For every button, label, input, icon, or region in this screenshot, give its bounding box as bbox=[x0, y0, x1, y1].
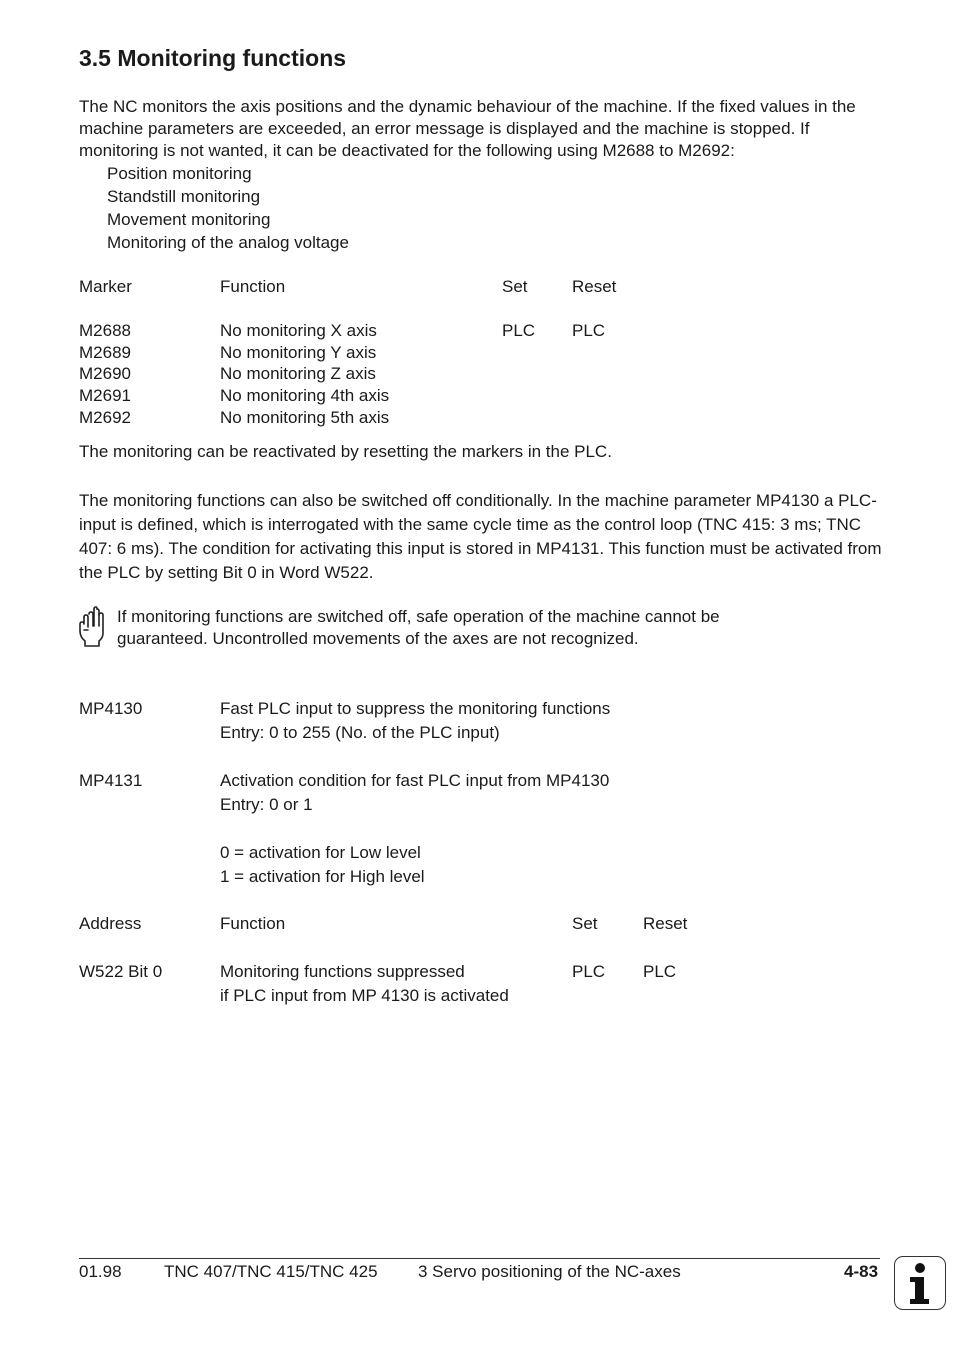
address-row-address: W522 Bit 0 bbox=[79, 962, 163, 981]
monitor-list-item: Position monitoring bbox=[107, 164, 252, 183]
footer-chapter: 3 Servo positioning of the NC-axes bbox=[418, 1262, 681, 1281]
marker-table-header-reset: Reset bbox=[572, 277, 617, 296]
monitor-list-item: Movement monitoring bbox=[107, 210, 271, 229]
footer-date: 01.98 bbox=[79, 1262, 122, 1281]
warning-line-2: guaranteed. Uncontrolled movements of the axes are not recognized. bbox=[117, 629, 639, 648]
marker-table-header-function: Function bbox=[220, 277, 286, 296]
table-row-marker: M2691 bbox=[79, 386, 131, 405]
address-row-set: PLC bbox=[572, 962, 606, 981]
footer-models: TNC 407/TNC 415/TNC 425 bbox=[164, 1262, 378, 1281]
marker-table-header-marker: Marker bbox=[79, 277, 132, 296]
footer-divider bbox=[79, 1258, 880, 1259]
table-row-function: No monitoring Z axis bbox=[220, 364, 376, 383]
mp4130-description: Fast PLC input to suppress the monitoring functions bbox=[220, 699, 611, 718]
monitor-list-item: Monitoring of the analog voltage bbox=[107, 233, 349, 252]
table-row-marker: M2689 bbox=[79, 343, 131, 362]
table-row-set: PLC bbox=[502, 321, 536, 340]
address-row-function: Monitoring functions suppressed bbox=[220, 962, 465, 981]
reactivate-note: The monitoring can be reactivated by resetting the markers in the PLC. bbox=[79, 442, 612, 461]
table-row-marker: M2692 bbox=[79, 408, 131, 427]
info-icon bbox=[894, 1256, 946, 1310]
address-table-header-set: Set bbox=[572, 914, 598, 933]
address-table-header-function: Function bbox=[220, 914, 286, 933]
page-title: 3.5 Monitoring functions bbox=[79, 45, 347, 71]
address-table-header-reset: Reset bbox=[643, 914, 688, 933]
marker-table-header-set: Set bbox=[502, 277, 528, 296]
table-row-marker: M2690 bbox=[79, 364, 131, 383]
table-row-function: No monitoring X axis bbox=[220, 321, 377, 340]
address-table-header-address: Address bbox=[79, 914, 142, 933]
address-row-function-cont: if PLC input from MP 4130 is activated bbox=[220, 986, 509, 1005]
table-row-function: No monitoring 5th axis bbox=[220, 408, 390, 427]
mp4131-name: MP4131 bbox=[79, 771, 143, 790]
mp4131-description: Activation condition for fast PLC input from MP4130 bbox=[220, 771, 610, 790]
conditional-paragraph: The monitoring functions can also be switched off conditionally. In the machine parameter MP4130 a PLC-input is defined, which is interrogated with the same cycle time as the control loop (TNC 415: 3 ms; TNC 407: 6 ms). The condition for activating this input is stored in MP4131. This function must be activated from the PLC by setting Bit 0 in Word W522. bbox=[79, 491, 882, 582]
monitor-list-item: Standstill monitoring bbox=[107, 187, 261, 206]
table-row-function: No monitoring Y axis bbox=[220, 343, 377, 362]
table-row-reset: PLC bbox=[572, 321, 606, 340]
mp4130-name: MP4130 bbox=[79, 699, 143, 718]
mp4130-entry: Entry: 0 to 255 (No. of the PLC input) bbox=[220, 723, 500, 742]
mp4131-option-high: 1 = activation for High level bbox=[220, 867, 425, 886]
pointing-hand-icon bbox=[78, 606, 106, 648]
footer-page-number: 4-83 bbox=[844, 1262, 879, 1281]
table-row-function: No monitoring 4th axis bbox=[220, 386, 390, 405]
intro-paragraph: The NC monitors the axis positions and the dynamic behaviour of the machine. If the fixed values in the machine parameters are exceeded, an error message is displayed and the machine is stopped. If monitoring is not wanted, it can be deactivated for the following using M2688 to M2692: bbox=[79, 97, 856, 160]
mp4131-option-low: 0 = activation for Low level bbox=[220, 843, 421, 862]
mp4131-entry: Entry: 0 or 1 bbox=[220, 795, 313, 814]
table-row-marker: M2688 bbox=[79, 321, 131, 340]
warning-line-1: If monitoring functions are switched off, safe operation of the machine cannot be bbox=[117, 607, 720, 626]
address-row-reset: PLC bbox=[643, 962, 677, 981]
